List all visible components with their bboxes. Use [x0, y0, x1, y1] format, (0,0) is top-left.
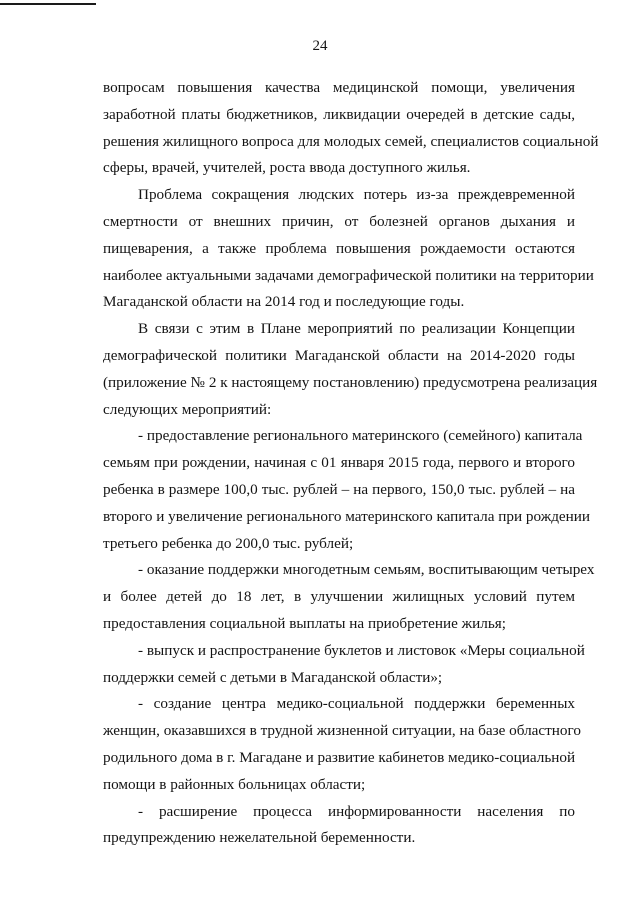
text-line: второго и увеличение регионального материнского капитала при рождении	[103, 507, 591, 525]
text-line: демографической политики Магаданской области на 2014-2020 годы	[103, 346, 575, 364]
text-line: - выпуск и распространение буклетов и листовок «Меры социальной	[138, 641, 585, 659]
list-item-awareness	[103, 799, 575, 853]
text-line: - оказание поддержки многодетным семьям, воспитывающим четырех	[138, 561, 595, 579]
text-line: наиболее актуальными задачами демографической политики на территории	[103, 266, 594, 284]
text-line: следующих мероприятий:	[103, 400, 272, 418]
paragraph-1	[103, 75, 599, 182]
text-line: родильного дома в г. Магадане и развитие кабинетов медико-социальной	[103, 748, 576, 766]
text-line: пищеварения, а также проблема повышения рождаемости остаются	[103, 239, 575, 257]
text-line: помощи в районных больницах области;	[103, 775, 366, 793]
text-line: предупреждению нежелательной беременности.	[103, 829, 416, 847]
text-line: Проблема сокращения людских потерь из-за преждевременной	[138, 186, 575, 204]
text-line: решения жилищного вопроса для молодых семей, специалистов социальной	[103, 132, 599, 150]
list-item-support-center	[103, 691, 581, 798]
list-item-maternity-capital	[103, 423, 591, 557]
text-line: (приложение № 2 к настоящему постановлению) предусмотрена реализация	[103, 373, 598, 391]
text-line: предоставления социальной выплаты на приобретение жилья;	[103, 614, 506, 632]
text-line: и более детей до 18 лет, в улучшении жилищных условий путем	[103, 588, 575, 606]
text-line: семьям при рождении, начиная с 01 января 2015 года, первого и второго	[103, 454, 575, 472]
top-rule	[0, 3, 96, 5]
document-body	[103, 75, 599, 852]
paragraph-2	[103, 182, 594, 316]
list-item-large-families	[103, 557, 595, 637]
text-line: поддержки семей с детьми в Магаданской области»;	[103, 668, 443, 686]
text-line: смертности от внешних причин, от болезней органов дыхания и	[103, 212, 575, 230]
text-line: - создание центра медико-социальной поддержки беременных	[138, 695, 575, 713]
text-line: Магаданской области на 2014 год и последующие годы.	[103, 293, 465, 311]
text-line: сферы, врачей, учителей, роста ввода доступного жилья.	[103, 159, 471, 177]
text-line: ребенка в размере 100,0 тыс. рублей – на первого, 150,0 тыс. рублей – на	[103, 480, 575, 498]
list-item-booklets	[103, 638, 585, 692]
paragraph-3	[103, 316, 598, 423]
page-number: 24	[312, 38, 328, 54]
text-line: женщин, оказавшихся в трудной жизненной ситуации, на базе областного	[103, 722, 581, 740]
text-line: В связи с этим в Плане мероприятий по реализации Концепции	[138, 320, 575, 338]
text-line: - расширение процесса информированности населения по	[138, 802, 575, 820]
text-line: вопросам повышения качества медицинской помощи, увеличения	[103, 79, 575, 96]
text-line: третьего ребенка до 200,0 тыс. рублей;	[103, 534, 354, 552]
text-line: - предоставление регионального материнского (семейного) капитала	[138, 427, 583, 445]
text-line: заработной платы бюджетников, ликвидации очередей в детские сады,	[103, 105, 575, 123]
